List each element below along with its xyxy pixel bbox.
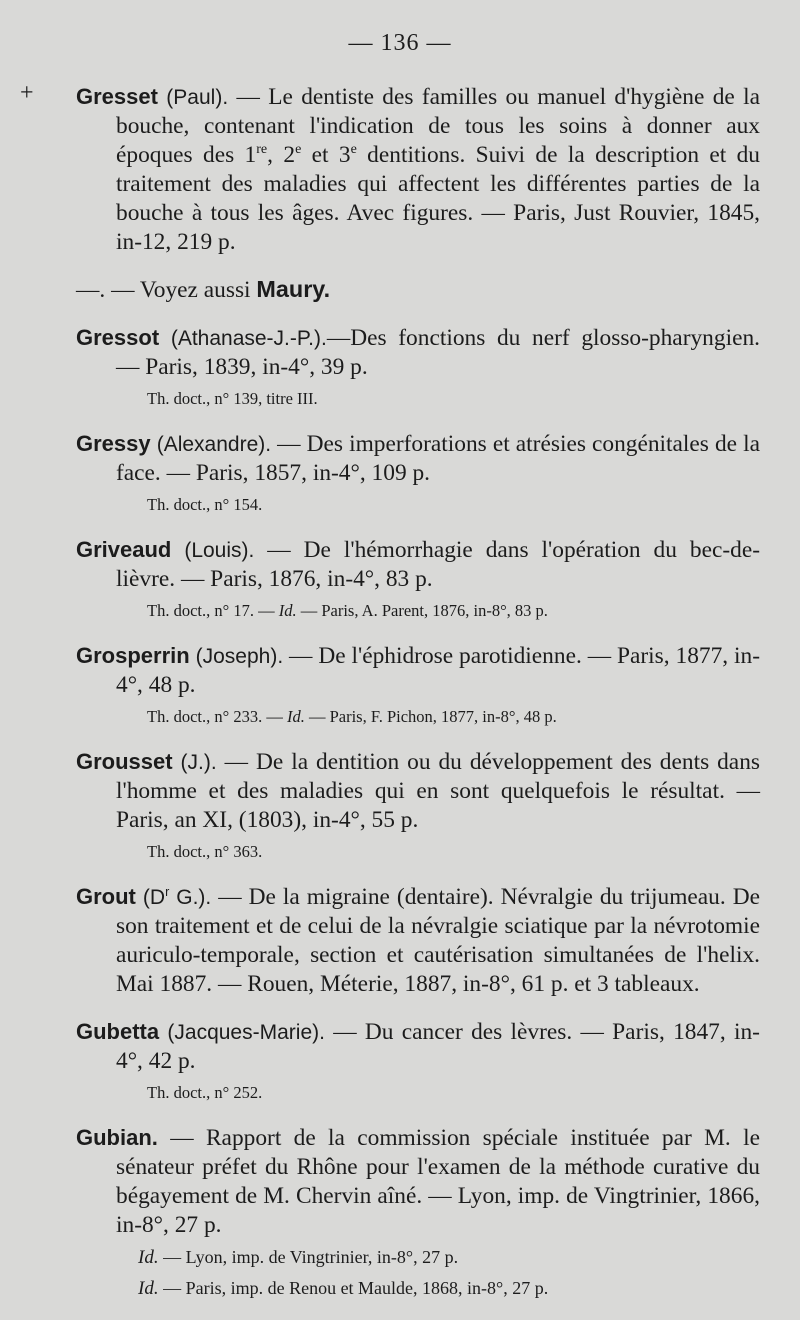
note-text: Th. doct., n° 17. —: [147, 601, 279, 620]
entry-see-also: [76, 275, 760, 305]
entry-author-surname: Gresset: [76, 84, 158, 109]
entry-text: [76, 1123, 760, 1240]
entry-author-surname: Grousset: [76, 749, 173, 774]
entry-grousset: [76, 747, 760, 864]
entry-body: dentitions. Suivi de la description et du traitement des maladies qui affectent les différentes parties de la bouche à tous les âges. Avec figures. — Paris, Just Rouvier, 1845, in-12, 219 p.: [116, 142, 761, 255]
entry-text: [76, 323, 760, 382]
entry-text: [76, 535, 760, 594]
entry-gressot: [76, 323, 760, 411]
entry-author-firstname: (Athanase-J.-P.).: [170, 327, 327, 350]
entry-grosperrin: [76, 641, 760, 729]
entry-gubetta: [76, 1017, 760, 1105]
entry-body: — De l'hémorrhagie dans l'opération du bec-de-lièvre. — Paris, 1876, in-4°, 83 p.: [116, 537, 760, 592]
note-idem: Id.: [286, 707, 305, 726]
note-idem: Id.: [138, 1278, 159, 1299]
entry-body: —. — Voyez aussi: [76, 277, 257, 303]
firstname-part: G.).: [169, 886, 212, 909]
entry-author-surname: Griveaud: [76, 537, 172, 562]
note-text: — Paris, imp. de Renou et Maulde, 1868, in-8°, 27 p.: [158, 1278, 549, 1298]
entry-text: [76, 882, 760, 999]
entry-text: [76, 429, 760, 488]
entry-note: [76, 704, 760, 729]
entry-author-firstname: (Louis).: [184, 539, 255, 562]
entry-text: [76, 747, 760, 835]
entry-body: — Le dentiste des familles ou manuel d'hygiène de la bouche, contenant l'indication de tous les soins à donner aux époques des 1: [116, 84, 760, 168]
entry-griveaud: [76, 535, 760, 623]
entry-note: [76, 598, 760, 623]
note-idem: Id.: [138, 1247, 159, 1268]
margin-cross-marker: +: [20, 80, 34, 106]
note-idem: Id.: [278, 601, 297, 620]
title-suffix: r: [165, 885, 170, 899]
entry-note: [76, 1275, 760, 1302]
ordinal-suffix: e: [295, 141, 302, 158]
entry-note: Th. doct., n° 139, titre III.: [147, 389, 318, 408]
entry-note: Th. doct., n° 363.: [147, 842, 263, 861]
entry-body: — Du cancer des lèvres. — Paris, 1847, in-4°, 42 p.: [116, 1019, 760, 1074]
entry-body: — De la dentition ou du développement des dents dans l'homme et des maladies qui en sont quelquefois le résultat. — Paris, an XI, (1803), in-4°, 55 p.: [116, 749, 760, 833]
entry-body: et 3: [301, 142, 351, 168]
note-text: Th. doct., n° 233. —: [147, 707, 287, 726]
entry-author-firstname: (Joseph).: [195, 645, 284, 668]
entry-text: [76, 1017, 760, 1076]
entry-body: — Des imperforations et atrésies congénitales de la face. — Paris, 1857, in-4°, 109 p.: [116, 431, 760, 486]
note-text: — Paris, A. Parent, 1876, in-8°, 83 p.: [296, 601, 548, 620]
entry-note: [76, 1244, 760, 1271]
entry-note: Th. doct., n° 252.: [147, 1083, 263, 1102]
entry-body: — Rapport de la commission spéciale instituée par M. le sénateur préfet du Rhône pour l'examen de la méthode curative du bégayement de M. Chervin aîné. — Lyon, imp. de Vingtrinier, 1866, in-8°, 27 p.: [116, 1125, 760, 1238]
entry-grout: [76, 882, 760, 999]
entry-text: [76, 82, 760, 257]
entry-author-firstname: (Jacques-Marie).: [167, 1021, 325, 1044]
entry-author-firstname: [143, 886, 211, 909]
entry-body: — De l'éphidrose parotidienne. — Paris, 1877, in-4°, 48 p.: [116, 643, 760, 698]
entry-author-surname: Gubetta: [76, 1019, 160, 1044]
note-text: — Paris, F. Pichon, 1877, in-8°, 48 p.: [304, 707, 557, 726]
entry-author-surname: Grout: [76, 884, 136, 909]
page-number: — 136 —: [348, 30, 452, 56]
entry-author-surname: Gressot: [76, 325, 160, 350]
entry-author-firstname: (J.).: [180, 751, 217, 774]
entry-gresset: [20, 80, 761, 257]
entry-text: [76, 641, 760, 700]
firstname-part: (D: [142, 886, 166, 909]
entry-author-firstname: (Paul).: [166, 86, 229, 109]
ordinal-suffix: e: [350, 141, 357, 158]
entry-gubian: [76, 1123, 760, 1302]
entry-body: — De la migraine (dentaire). Névralgie du trijumeau. De son traitement et de celui de la névralgie sciatique par la névrotomie auriculo-temporale, section et cautérisation simultanées de l'helix. Mai 1887. — Rouen, Méterie, 1887, in-8°, 61 p. et 3 tableaux.: [116, 884, 760, 997]
entry-author-firstname: (Alexandre).: [156, 433, 272, 456]
note-text: — Lyon, imp. de Vingtrinier, in-8°, 27 p.: [158, 1247, 459, 1267]
entry-author-surname: Gubian.: [76, 1125, 158, 1150]
entry-text: [76, 275, 760, 305]
cross-reference: Maury.: [256, 276, 331, 302]
entry-body: —Des fonctions du nerf glosso-pharyngien. — Paris, 1839, in-4°, 39 p.: [116, 325, 760, 380]
entry-note: Th. doct., n° 154.: [147, 495, 263, 514]
entry-gressy: [76, 429, 760, 517]
entry-author-surname: Gressy: [76, 431, 151, 456]
bibliography-entries: [20, 80, 761, 1320]
entry-body: , 2: [267, 142, 296, 168]
entry-author-surname: Grosperrin: [76, 643, 190, 668]
ordinal-suffix: re: [256, 141, 268, 158]
